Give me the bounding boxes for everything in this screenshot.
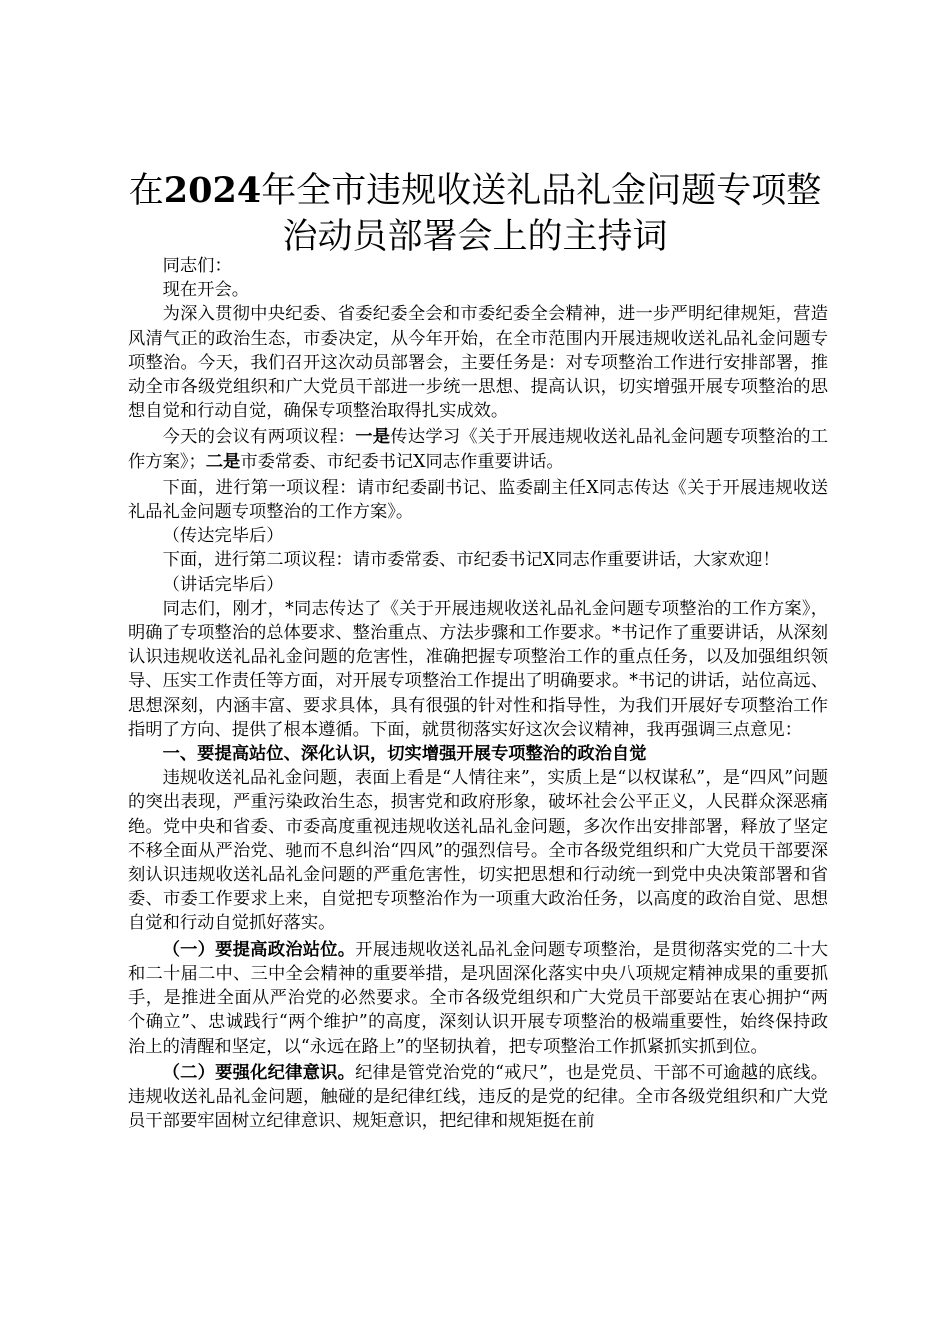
subsection-2-paragraph [128, 1061, 828, 1134]
document-body [128, 254, 828, 1133]
intro-paragraph: 为深入贯彻中央纪委、省委纪委全会和市委纪委全会精神，进一步严明纪律规矩，营造风清气正的政治生态，市委决定，从今年开始，在全市范围内开展违规收送礼品礼金问题专项整治。今天，我们召开这次动员部署会，主要任务是：对专项整治工作进行安排部署，推动全市各级党组织和广大党员干部进一步统一思想、提高认识，切实增强开展专项整治的思想自觉和行动自觉，确保专项整治取得扎实成效。 [128, 304, 828, 422]
subsection-1-text: 开展违规收送礼品礼金问题专项整治，是贯彻落实党的二十大和二十届二中、三中全会精神的重要举措，是巩固深化落实中央八项规定精神成果的重要抓手，是推进全面从严治党的必然要求。全市各级党组织和广大党员干部要站在衷心拥护“两个确立”、忠诚践行“两个维护”的高度，深刻认识开展专项整治的极端重要性，始终保持政治上的清醒和坚定，以“永远在路上”的坚韧执着，把专项整治工作抓紧抓实抓到位。 [128, 939, 828, 1057]
section-1-paragraph: 违规收送礼品礼金问题，表面上看是“人情往来”，实质上是“以权谋私”，是“四风”问题的突出表现，严重污染政治生态，损害党和政府形象，破坏社会公平正义，人民群众深恶痛绝。党中央和省委、市委高度重视违规收送礼品礼金问题，多次作出安排部署，释放了坚定不移全面从严治党、驰而不息纠治“四风”的强烈信号。全市各级党组织和广大党员干部要深刻认识违规收送礼品礼金问题的严重危害性，切实把思想和行动统一到党中央决策部署和省委、市委工作要求上来，自觉把专项整治作为一项重大政治任务，以高度的政治自觉、思想自觉和行动自觉抓好落实。 [128, 768, 828, 934]
stage-note-1: （传达完毕后） [162, 526, 284, 547]
title-prefix: 在 [128, 171, 164, 211]
agenda-item-1-paragraph: 下面，进行第一项议程：请市纪委副书记、监委副主任X同志传达《关于开展违规收送礼品礼金问题专项整治的工作方案》。 [128, 477, 828, 523]
section-heading-1: 一、要提高站位、深化认识，切实增强开展专项整治的政治自觉 [162, 744, 647, 765]
subsection-1-label: （一）要提高政治站位。 [162, 939, 356, 960]
salutation: 同志们： [162, 256, 232, 276]
subsection-2-label: （二）要强化纪律意识。 [162, 1062, 356, 1083]
summary-paragraph: 同志们，刚才，*同志传达了《关于开展违规收送礼品礼金问题专项整治的工作方案》，明确了专项整治的总体要求、整治重点、方法步骤和工作要求。*书记作了重要讲话，从深刻认识违规收送礼品礼金问题的危害性，准确把握专项整治工作的重点任务，以及加强组织领导、压实工作责任等方面，对开展专项整治工作提出了明确要求。*书记的讲话，站位高远、思想深刻，内涵丰富、要求具体，具有很强的针对性和指导性，为我们开展好专项整治工作指明了方向、提供了根本遵循。下面，就贯彻落实好这次会议精神，我再强调三点意见： [128, 598, 828, 740]
agenda-first-label: 一是 [355, 427, 391, 448]
subsection-2-text: 纪律是管党治党的“戒尺”，也是党员、干部不可逾越的底线。违规收送礼品礼金问题，触碰的是纪律红线，违反的是党的纪律。全市各级党组织和广大党员干部要牢固树立纪律意识、规矩意识，把纪律和规矩挺在前 [128, 1062, 828, 1132]
agenda-paragraph [128, 425, 828, 473]
title-year: 2024 [163, 170, 262, 211]
document-title [125, 168, 825, 260]
opening-line: 现在开会。 [162, 280, 250, 301]
subsection-1-paragraph [128, 938, 828, 1059]
agenda-second-label: 二是 [205, 451, 241, 472]
title-rest: 年全市违规收送礼品礼金问题专项整治动员部署会上的主持词 [261, 171, 822, 257]
agenda-item-2-paragraph: 下面，进行第二项议程：请市委常委、市纪委书记X同志作重要讲话，大家欢迎！ [162, 550, 780, 571]
stage-note-2: （讲话完毕后） [162, 574, 284, 595]
agenda-first-text: 传达学习《关于开展违规收送礼品礼金问题专项整治的工作方案》； [128, 427, 828, 472]
agenda-second-text: 市委常委、市纪委书记X同志作重要讲话。 [240, 451, 564, 472]
agenda-lead: 今天的会议有两项议程： [162, 427, 356, 448]
